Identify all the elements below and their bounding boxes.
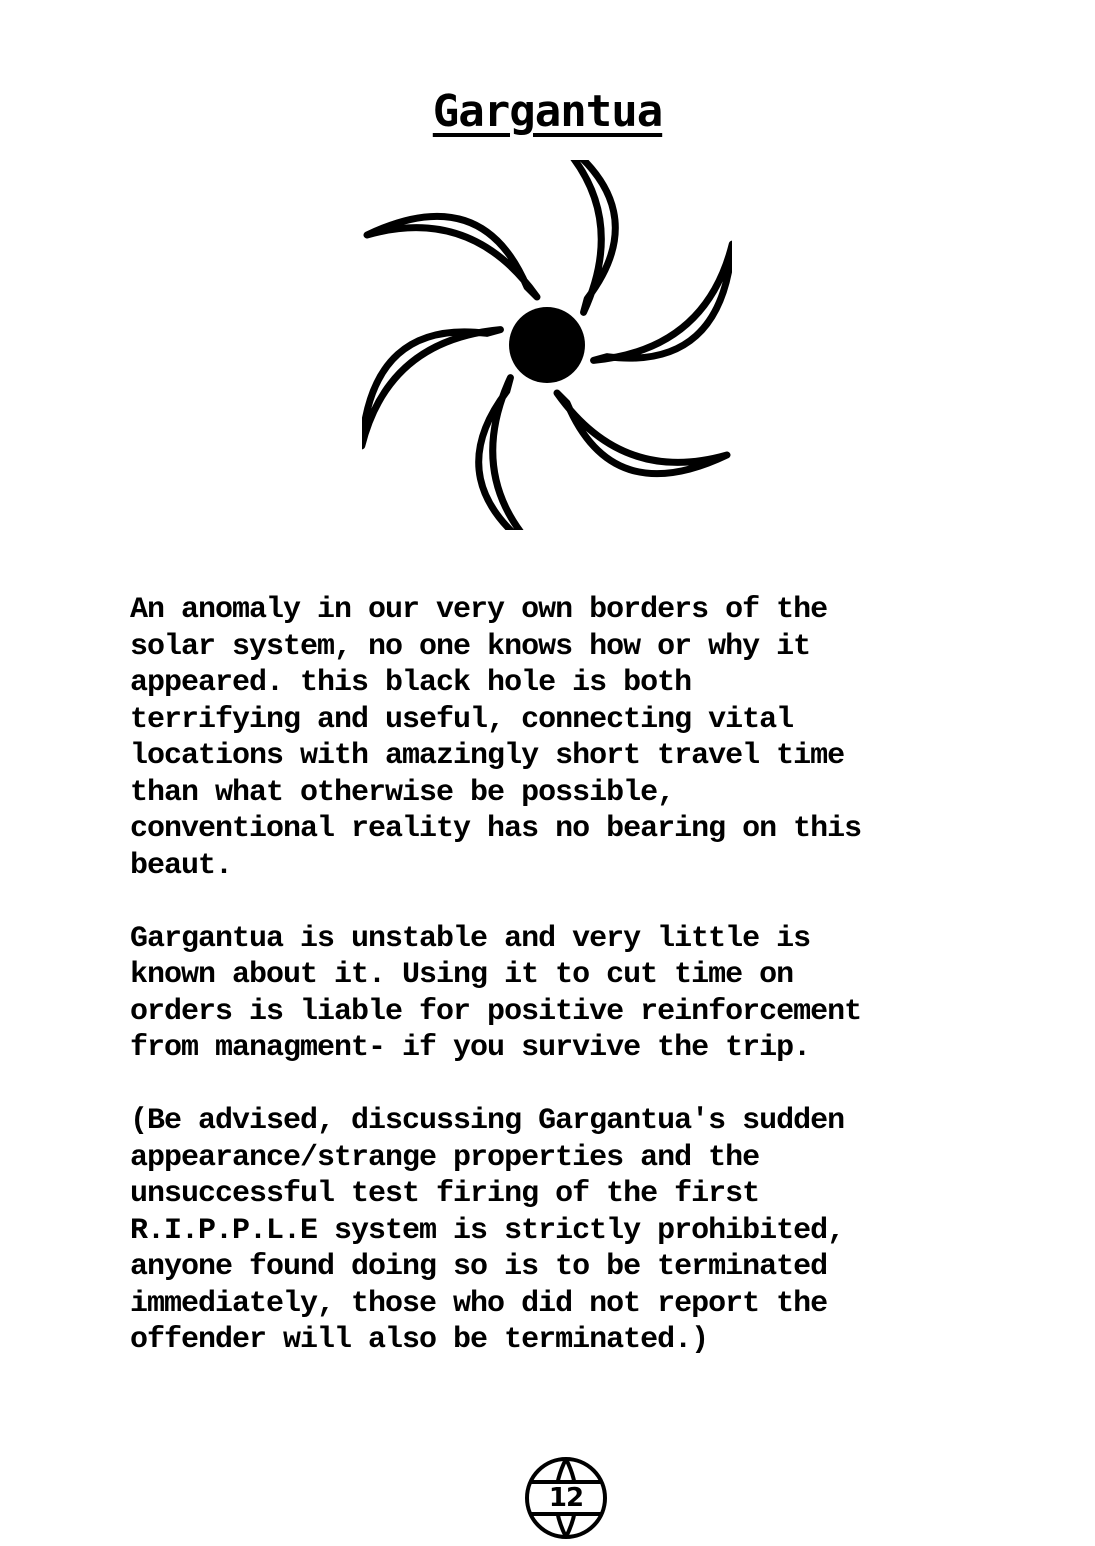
page-title bbox=[0, 84, 1095, 140]
page-number: 12 bbox=[548, 1483, 584, 1513]
paragraph-instability: Gargantua is unstable and very little is known about it. Using it to cut time on orders is liable for positive reinforcement from managment- if you survive the trip. bbox=[130, 921, 862, 1065]
spiral-arm bbox=[367, 216, 537, 297]
paragraph-intro: An anomaly in our very own borders of the solar system, no one knows how or why it appeared. this black hole is both terrifying and useful, connecting vital locations with amazingly short travel time than what otherwise be possible, conventional reality has no bearing on this beaut. bbox=[130, 593, 862, 883]
spiral-arm bbox=[441, 378, 596, 530]
page-number-badge bbox=[522, 1456, 610, 1540]
page-title-text: Gargantua bbox=[432, 86, 663, 137]
spiral-arm bbox=[499, 160, 654, 312]
black-hole-spiral-icon bbox=[362, 160, 732, 530]
body-text bbox=[130, 592, 990, 1395]
black-hole-core bbox=[509, 307, 585, 383]
spiral-arm bbox=[557, 393, 727, 474]
paragraph-advisory: (Be advised, discussing Gargantua's sudden appearance/strange properties and the unsuccessful test firing of the first R.I.P.P.L.E system is strictly prohibited, anyone found doing so is to be terminated immediately, those who did not report the offender will also be terminated.) bbox=[130, 1104, 845, 1357]
